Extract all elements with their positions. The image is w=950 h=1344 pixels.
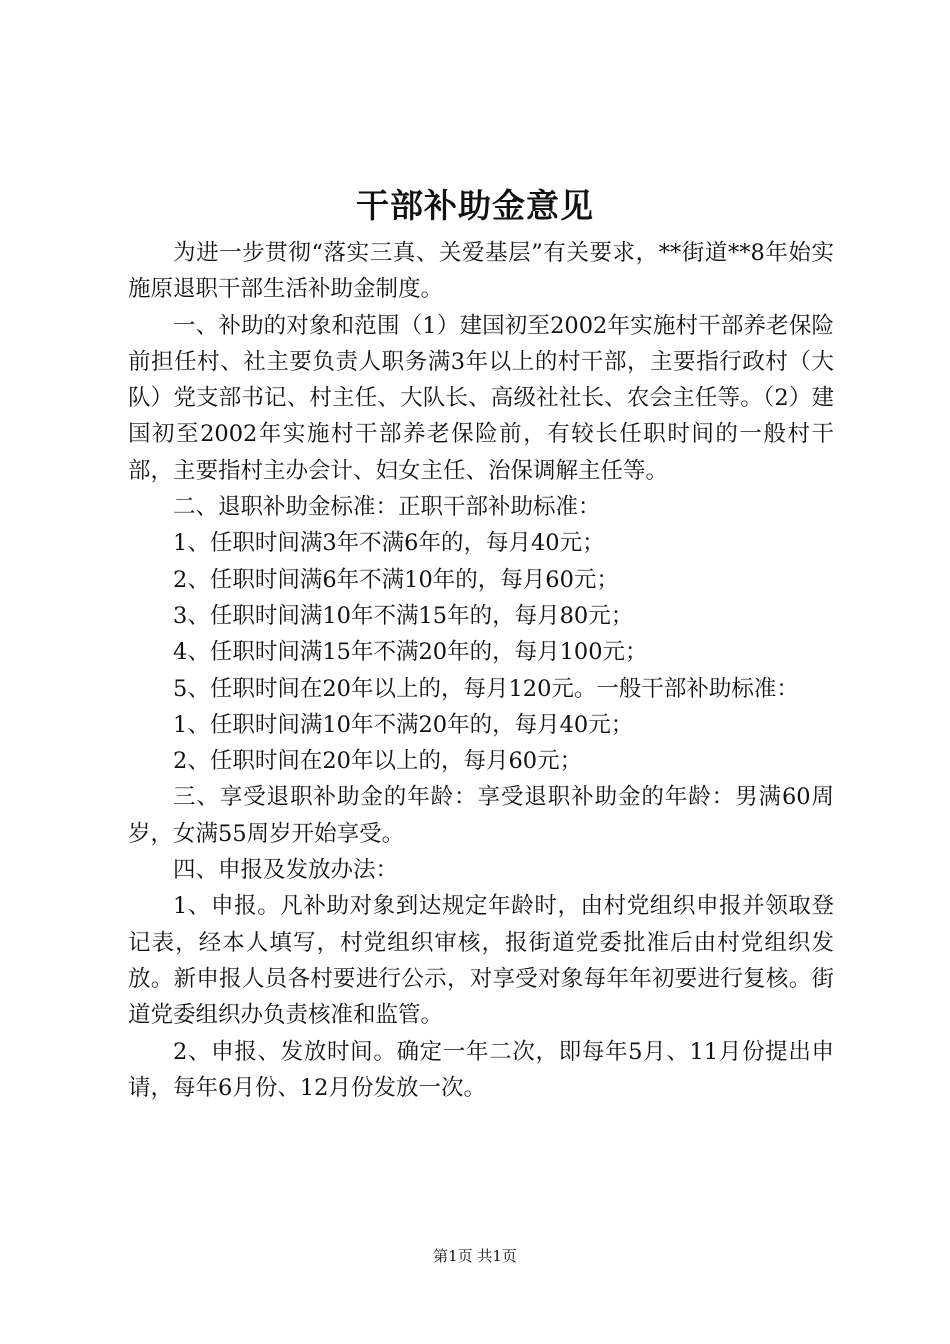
- list-item-standard-2: 2、任职时间满6年不满10年的，每月60元；: [173, 566, 619, 593]
- list-item-standard-1: 1、任职时间满3年不满6年的，每月40元；: [173, 530, 605, 557]
- list-item-standard-4: 4、任职时间满15年不满20年的，每月100元；: [173, 639, 648, 666]
- list-item-declare: 1、申报。凡补助对象到达规定年龄时，由村党组织申报并领取登记表，经本人填写，村党组织审核，报街道党委批准后由村党组织发放。新申报人员各村要进行公示，对享受对象每年年初要进行复核。街道党委组织办负责核准和监管。: [128, 893, 834, 1029]
- list-item-general-2: 2、任职时间在20年以上的，每月60元；: [173, 748, 583, 775]
- paragraph-intro: 为进一步贯彻“落实三真、关爱基层”有关要求，**街道**8年始实施原退职干部生活补助金制度。: [128, 240, 834, 303]
- document-body: [128, 235, 834, 1106]
- paragraph-section-3: 三、享受退职补助金的年龄：享受退职补助金的年龄：男满60周岁，女满55周岁开始享受。: [128, 784, 834, 847]
- page-footer: 第1页 共1页: [433, 1247, 517, 1265]
- document-title: 干部补助金意见: [356, 186, 594, 225]
- paragraph-section-1: 一、补助的对象和范围（1）建国初至2002年实施村干部养老保险前担任村、社主要负责人职务满3年以上的村干部，主要指行政村（大队）党支部书记、村主任、大队长、高级社社长、农会主任等。（2）建国初至2002年实施村干部养老保险前，有较长任职时间的一般村干部，主要指村主办会计、妇女主任、治保调解主任等。: [128, 312, 834, 484]
- list-item-timing: 2、申报、发放时间。确定一年二次，即每年5月、11月份提出申请，每年6月份、12月份发放一次。: [128, 1038, 834, 1101]
- list-item-standard-3: 3、任职时间满10年不满15年的，每月80元；: [173, 602, 634, 629]
- paragraph-section-2: 二、退职补助金标准：正职干部补助标准：: [173, 494, 601, 521]
- paragraph-section-4: 四、申报及发放办法：: [173, 857, 399, 884]
- list-item-general-1: 1、任职时间满10年不满20年的，每月40元；: [173, 711, 634, 738]
- list-item-standard-5: 5、任职时间在20年以上的，每月120元。一般干部补助标准：: [173, 675, 799, 702]
